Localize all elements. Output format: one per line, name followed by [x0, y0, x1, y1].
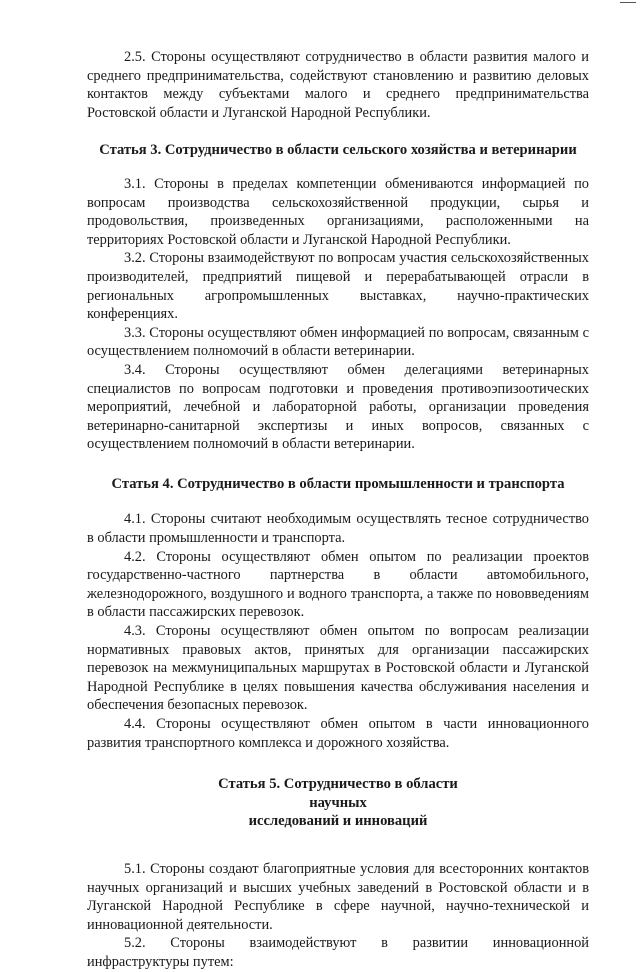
paragraph-4-3: 4.3. Стороны осуществляют обмен опытом по вопросам реализации нормативных правовых актов, принятых для организации пассажирских перевозок на межмуниципальных маршрутах в Ростовской области и Луганской Народной Республике в целях повышения качества обслуживания населения и обеспечения безопасных перевозок.: [87, 623, 589, 714]
paragraph-4-4: 4.4. Стороны осуществляют обмен опытом в части инновационного развития транспортного комплекса и дорожного хозяйства.: [87, 716, 589, 751]
article-4-heading: Статья 4. Сотрудничество в области промышленности и транспорта: [111, 475, 565, 492]
article-5-heading-line-2: исследований и инноваций: [248, 813, 428, 830]
paragraph-3-3: 3.3. Стороны осуществляют обмен информацией по вопросам, связанным с осуществлением полномочий в области ветеринарии.: [87, 324, 589, 360]
article-5-heading: [208, 775, 468, 831]
paragraph-3-1: 3.1. Стороны в пределах компетенции обмениваются информацией по вопросам производства сельскохозяйственной продукции, сырья и продовольствия, произведенных организациями, расположенными на территориях Ростовской области и Луганской Народной Республики.: [87, 175, 589, 248]
corner-mark: [620, 2, 636, 3]
paragraph-2-5: 2.5. Стороны осуществляют сотрудничество в области развития малого и среднего предпринимательства, содействуют становлению и развитию деловых контактов между субъектами малого и среднего предпринимательства Ростовской области и Луганской Народной Республики.: [87, 49, 589, 121]
article-5-heading-line-1: Статья 5. Сотрудничество в области научных: [218, 776, 458, 811]
document-body: [87, 48, 589, 972]
paragraph-4-1: 4.1. Стороны считают необходимым осуществлять тесное сотрудничество в области промышленности и транспорта.: [87, 511, 589, 547]
paragraph-5-2: 5.2. Стороны взаимодействуют в развитии инновационной инфраструктуры путем:: [87, 935, 589, 970]
paragraph-3-4: 3.4. Стороны осуществляют обмен делегациями ветеринарных специалистов по вопросам подготовки и проведения противоэпизоотических мероприятий, лечебной и лабораторной работы, организации проведения ветеринарно-санитарной экспертизы и иных вопросов, связанных с осуществлением полномочий в области ветеринарии.: [87, 361, 589, 453]
article-3-heading: Статья 3. Сотрудничество в области сельского хозяйства и ветеринарии: [99, 142, 577, 159]
paragraph-5-1: 5.1. Стороны создают благоприятные условия для всесторонних контактов научных организаций и высших учебных заведений в Ростовской области и в Луганской Народной Республике в сфере научной, научно-технической и инновационной деятельности.: [87, 860, 589, 933]
paragraph-3-2: 3.2. Стороны взаимодействуют по вопросам участия сельскохозяйственных производителей, предприятий пищевой и перерабатывающей отрасли в региональных агропромышленных выставках, научно-практических конференциях.: [87, 250, 589, 323]
paragraph-4-2: 4.2. Стороны осуществляют обмен опытом по реализации проектов государственно-частного партнерства в области автомобильного, железнодорожного, воздушного и водного транспорта, а также по нововведениям в области пассажирских перевозок.: [87, 548, 589, 621]
